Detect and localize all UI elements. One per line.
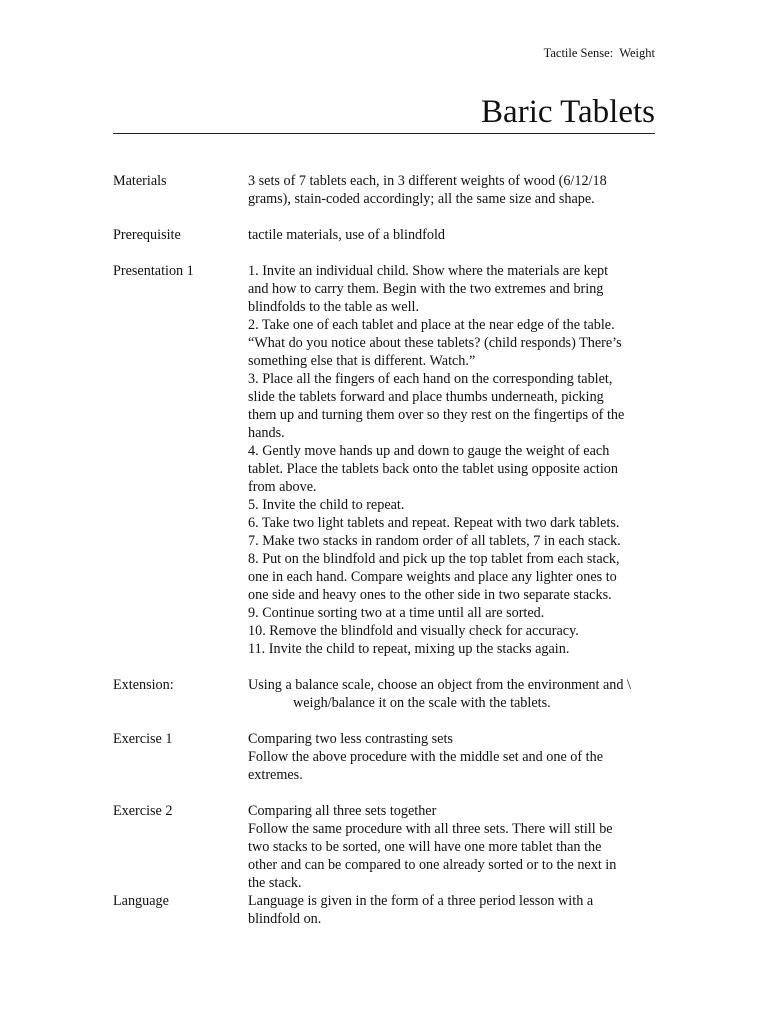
section-body — [248, 226, 663, 244]
text-line: something else that is different. Watch.” — [248, 353, 476, 369]
text-line: 9. Continue sorting two at a time until all are sorted. — [248, 605, 545, 621]
text-line: tactile materials, use of a blindfold — [248, 227, 445, 243]
section-body — [248, 172, 663, 208]
text-line: tablet. Place the tablets back onto the tablet using opposite action — [248, 461, 618, 477]
text-line: Follow the same procedure with all three sets. There will still be — [248, 821, 613, 837]
text-line: extremes. — [248, 767, 303, 783]
text-line: blindfolds to the table as well. — [248, 299, 420, 315]
text-line: one in each hand. Compare weights and place any lighter ones to — [248, 569, 617, 585]
section-label: Prerequisite — [113, 227, 181, 243]
section-body — [248, 676, 663, 712]
text-line: blindfold on. — [248, 911, 322, 927]
section-label: Extension: — [113, 677, 174, 693]
text-line: Comparing two less contrasting sets — [248, 731, 453, 747]
text-line: grams), stain-coded accordingly; all the same size and shape. — [248, 191, 595, 207]
text-line: hands. — [248, 425, 285, 441]
section-label: Language — [113, 893, 169, 909]
text-line: 3 sets of 7 tablets each, in 3 different weights of wood (6/12/18 — [248, 173, 607, 189]
text-line: the stack. — [248, 875, 302, 891]
text-line: them up and turning them over so they rest on the fingertips of the — [248, 407, 625, 423]
section-exercise-1 — [113, 730, 673, 784]
text-line: 2. Take one of each tablet and place at the near edge of the table. — [248, 317, 615, 333]
section-presentation-1 — [113, 262, 673, 658]
text-line: 11. Invite the child to repeat, mixing up the stacks again. — [248, 641, 570, 657]
section-prerequisite — [113, 226, 673, 244]
text-line: 10. Remove the blindfold and visually check for accuracy. — [248, 623, 579, 639]
text-line: 7. Make two stacks in random order of all tablets, 7 in each stack. — [248, 533, 621, 549]
text-line: and how to carry them. Begin with the two extremes and bring — [248, 281, 604, 297]
section-body — [248, 730, 663, 784]
text-line: slide the tablets forward and place thumbs underneath, picking — [248, 389, 604, 405]
page-title: Baric Tablets — [481, 94, 655, 130]
text-line: Comparing all three sets together — [248, 803, 437, 819]
text-line: Using a balance scale, choose an object from the environment and \ — [248, 677, 631, 693]
section-label: Exercise 1 — [113, 731, 173, 747]
lesson-sections — [113, 172, 673, 928]
section-label: Presentation 1 — [113, 263, 194, 279]
text-line: 5. Invite the child to repeat. — [248, 497, 405, 513]
text-line: one side and heavy ones to the other side in two separate stacks. — [248, 587, 612, 603]
section-body — [248, 892, 663, 928]
section-label: Materials — [113, 173, 167, 189]
section-exercise-2 — [113, 802, 673, 892]
section-body — [248, 802, 663, 892]
text-line: other and can be compared to one already sorted or to the next in — [248, 857, 617, 873]
text-line: 4. Gently move hands up and down to gauge the weight of each — [248, 443, 610, 459]
text-line: 1. Invite an individual child. Show where the materials are kept — [248, 263, 609, 279]
text-line: “What do you notice about these tablets? (child responds) There’s — [248, 335, 622, 351]
text-line: two stacks to be sorted, one will have one more tablet than the — [248, 839, 602, 855]
section-language — [113, 892, 673, 928]
text-line: from above. — [248, 479, 317, 495]
section-extension — [113, 676, 673, 712]
text-line: weigh/balance it on the scale with the tablets. — [293, 695, 551, 711]
section-label: Exercise 2 — [113, 803, 173, 819]
text-line: 3. Place all the fingers of each hand on the corresponding tablet, — [248, 371, 613, 387]
text-line: 6. Take two light tablets and repeat. Repeat with two dark tablets. — [248, 515, 620, 531]
section-body — [248, 262, 663, 658]
text-line: 8. Put on the blindfold and pick up the top tablet from each stack, — [248, 551, 620, 567]
text-line: Follow the above procedure with the middle set and one of the — [248, 749, 603, 765]
section-materials — [113, 172, 673, 208]
text-line: Language is given in the form of a three period lesson with a — [248, 893, 594, 909]
title-rule — [113, 133, 655, 134]
running-head: Tactile Sense: Weight — [543, 46, 655, 60]
